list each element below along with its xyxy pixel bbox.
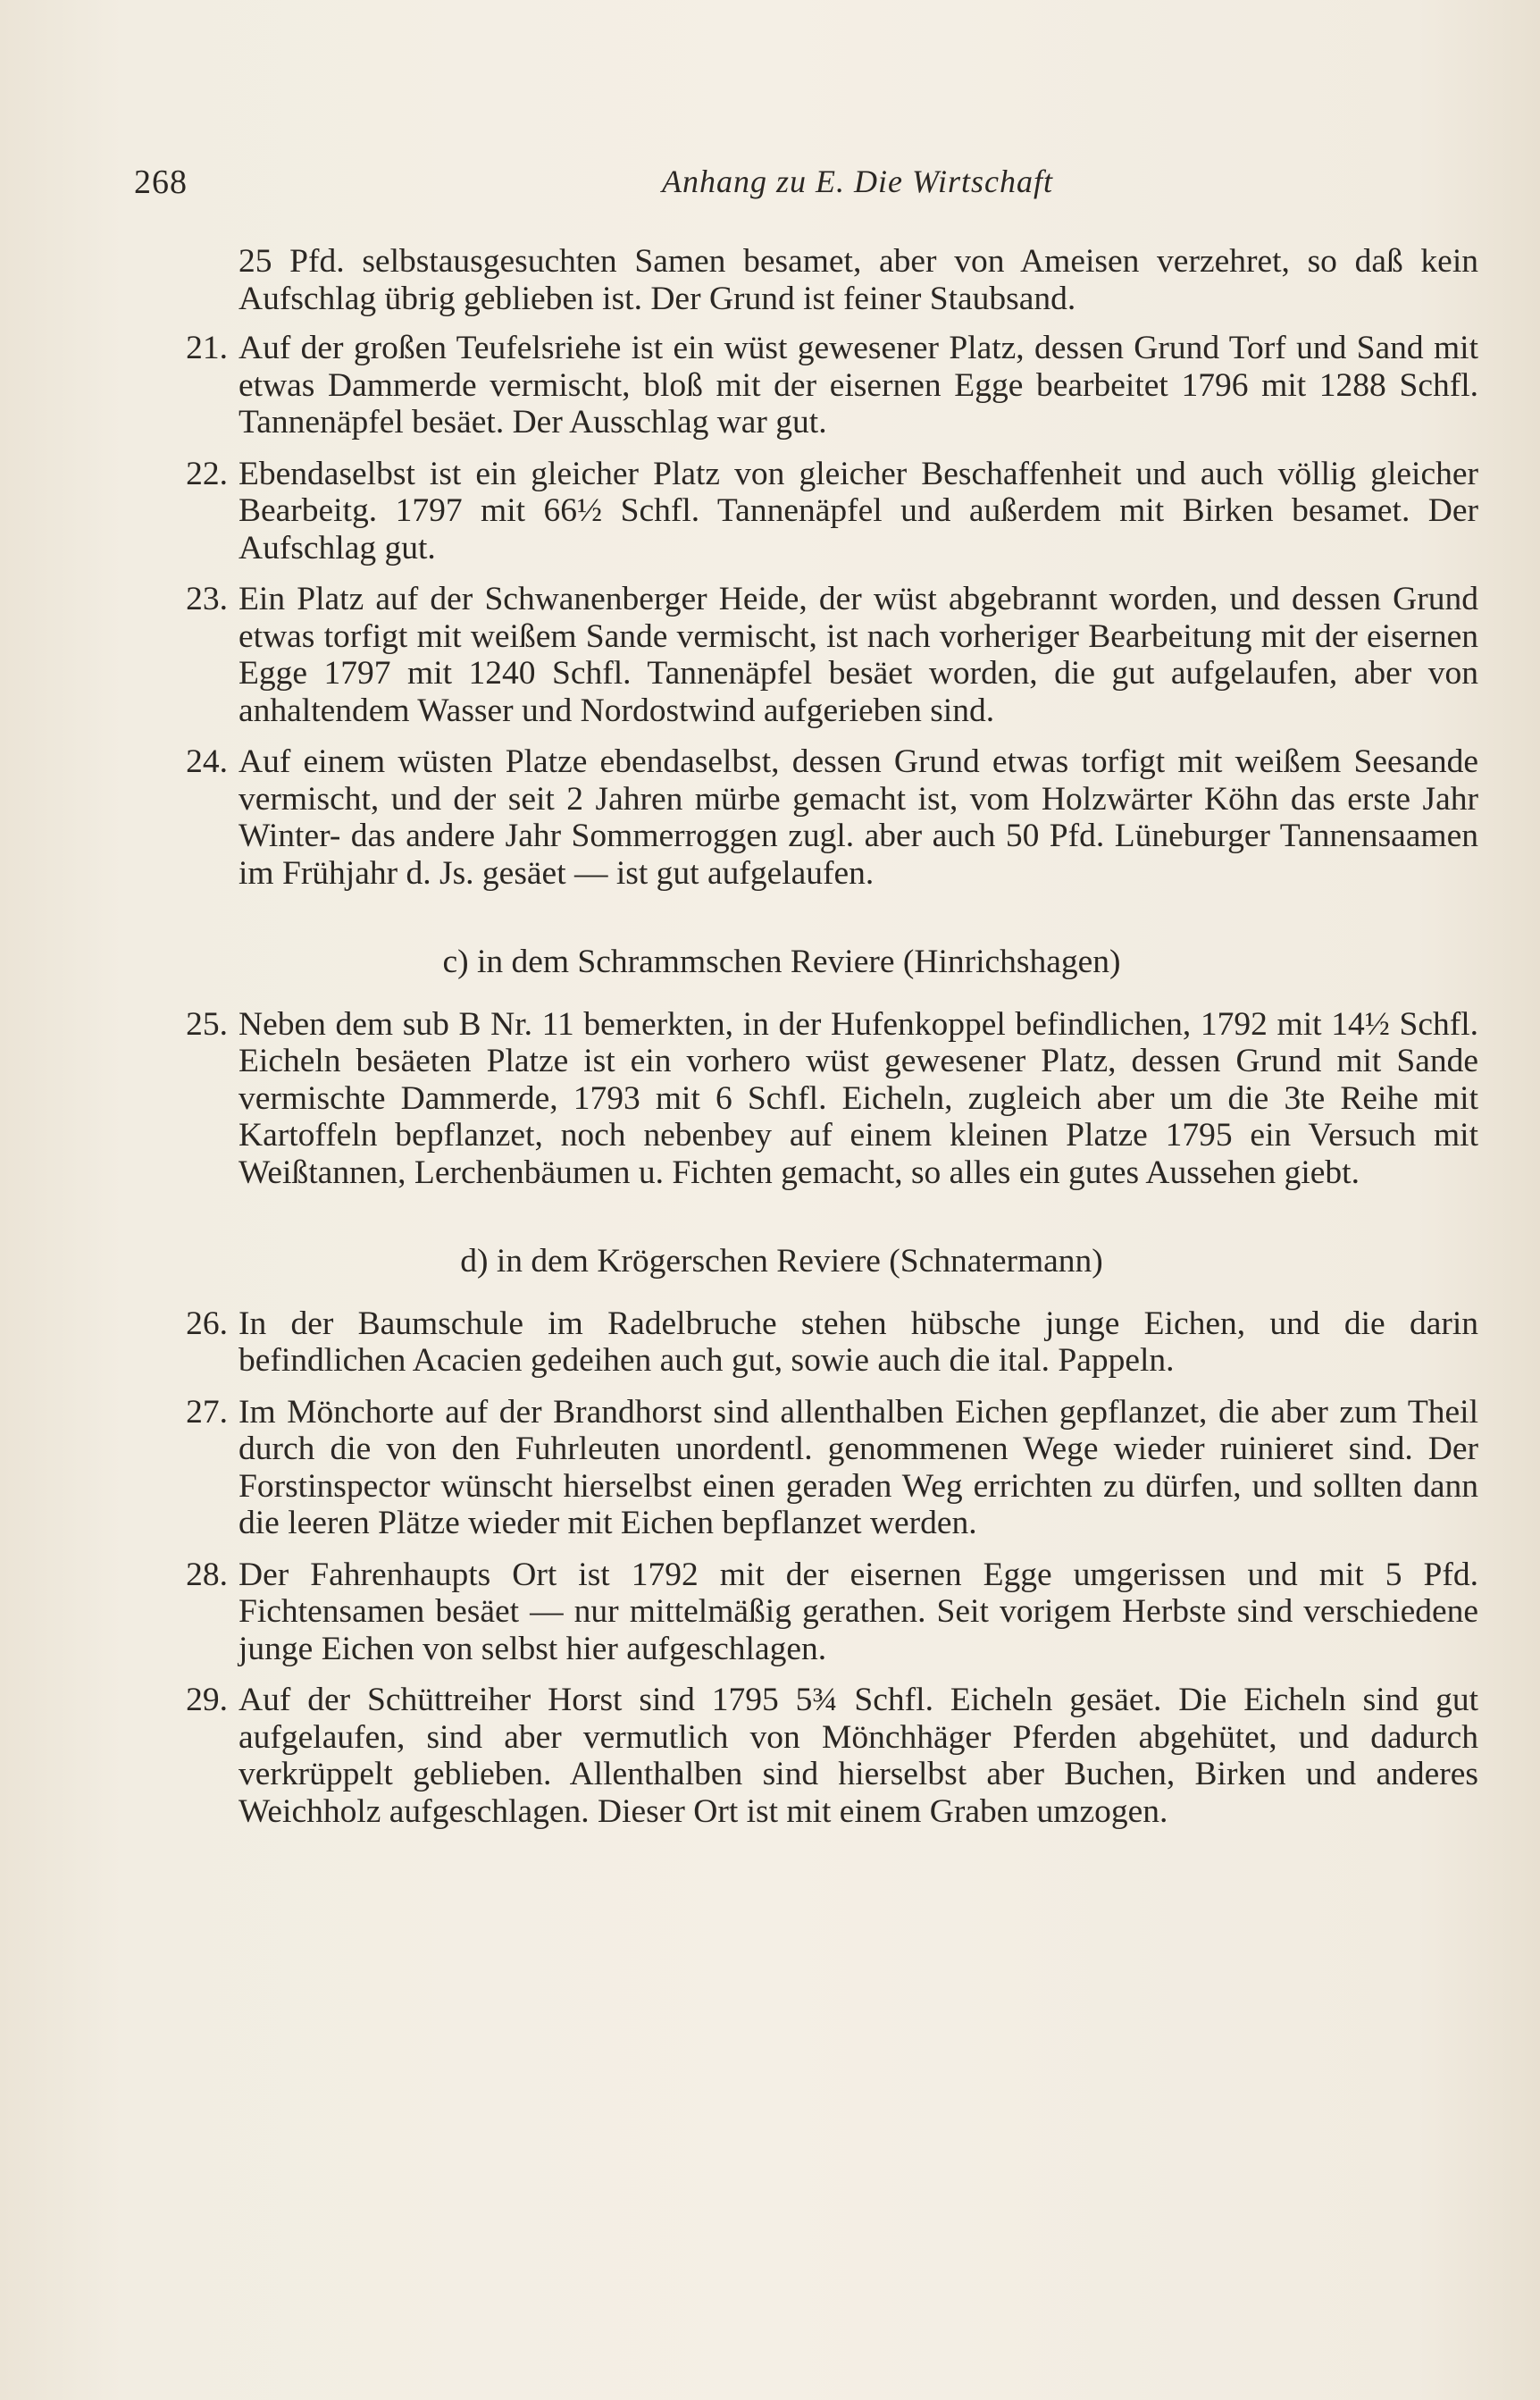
running-title: Anhang zu E. Die Wirtschaft bbox=[662, 164, 1053, 199]
entry-25 bbox=[156, 1006, 1478, 1192]
entry-26 bbox=[156, 1305, 1478, 1380]
entry-number: 21. bbox=[186, 330, 228, 366]
entry-21 bbox=[156, 330, 1478, 441]
entry-number: 26. bbox=[186, 1305, 228, 1342]
entries-list-c bbox=[156, 1006, 1478, 1192]
entry-text: Auf der Schüttreiher Horst sind 1795 5¾ Schfl. Eicheln gesäet. Die Eicheln sind gut aufgelaufen, sind aber vermutlich von Mönchhäger Pferden abgehütet, und dadurch verkrüppelt geblieben. Allenthalben sind hierselbst aber Buchen, Birken und anderes Weichholz aufgeschlagen. Dieser Ort ist mit einem Graben umzogen. bbox=[239, 1682, 1478, 1830]
entry-text: Auf einem wüsten Platze ebendaselbst, dessen Grund etwas torfigt mit weißem Seesande vermischt, und der seit 2 Jahren mürbe gemacht ist, vom Holzwärter Köhn das erste Jahr Winter- das andere Jahr Sommerroggen zugl. aber auch 50 Pfd. Lüneburger Tannensaamen im Frühjahr d. Js. gesäet — ist gut aufgelaufen. bbox=[239, 743, 1478, 892]
entry-24 bbox=[156, 743, 1478, 892]
entry-text: In der Baumschule im Radelbruche stehen hübsche junge Eichen, und die darin befindlichen Acacien gedeihen auch gut, sowie auch die ital. Pappeln. bbox=[239, 1305, 1478, 1379]
page-number: 268 bbox=[134, 164, 188, 201]
entry-number: 25. bbox=[186, 1005, 228, 1043]
entry-text: Ebendaselbst ist ein gleicher Platz von gleicher Beschaffenheit und auch völlig gleicher Bearbeitg. 1797 mit 66½ Schfl. Tannenäpfel und außerdem mit Birken besamet. Der Aufschlag gut. bbox=[239, 455, 1478, 566]
entry-27 bbox=[156, 1394, 1478, 1542]
entry-text: Im Mönchorte auf der Brandhorst sind allenthalben Eichen gepflanzet, die aber zum Theil durch die von den Fuhrleuten unordentl. genommenen Wege wieder ruinieret sind. Der Forstinspector wünscht hierselbst einen geraden Weg errichten zu dürfen, und sollten dann die leeren Plätze wieder mit Eichen bepflanzet werden. bbox=[239, 1393, 1478, 1541]
entry-text: Ein Platz auf der Schwanenberger Heide, der wüst abgebrannt worden, und dessen Grund etwas torfigt mit weißem Sande vermischt, ist nach vorheriger Bearbeitung mit der eisernen Egge 1797 mit 1240 Schfl. Tannenäpfel besäet worden, die gut aufgelaufen, aber von anhaltendem Wasser und Nordostwind aufgerieben sind. bbox=[239, 581, 1478, 729]
entry-22 bbox=[156, 456, 1478, 567]
section-heading-c: c) in dem Schrammschen Reviere (Hinrichshagen) bbox=[442, 944, 1121, 980]
continuation-paragraph: 25 Pfd. selbstausgesuchten Samen besamet, aber von Ameisen verzehret, so daß kein Aufschlag übrig geblieben ist. Der Grund ist feiner Staubsand. bbox=[239, 243, 1478, 317]
entry-28 bbox=[156, 1557, 1478, 1668]
entry-number: 29. bbox=[186, 1682, 228, 1718]
entry-text: Auf der großen Teufelsriehe ist ein wüst gewesener Platz, dessen Grund Torf und Sand mit etwas Dammerde vermischt, bloß mit der eisernen Egge bearbeitet 1796 mit 1288 Schfl. Tannenäpfel besäet. Der Ausschlag war gut. bbox=[239, 330, 1478, 441]
text-body bbox=[156, 243, 1478, 1844]
entries-list-d bbox=[156, 1305, 1478, 1831]
entry-number: 28. bbox=[186, 1556, 228, 1593]
page-header bbox=[134, 163, 1456, 213]
entry-text: Neben dem sub B Nr. 11 bemerkten, in der Hufenkoppel befindlichen, 1792 mit 14½ Schfl. Eicheln besäeten Platze ist ein vorhero wüst gewesener Platz, dessen Grund mit Sande vermischte Dammerde, 1793 mit 6 Schfl. Eicheln, zugleich aber um die 3te Reihe mit Kartoffeln bepflanzet, noch nebenbey auf einem kleinen Platze 1795 ein Versuch mit Weißtannen, Lerchenbäumen u. Fichten gemacht, so alles ein gutes Aussehen giebt. bbox=[239, 1005, 1478, 1191]
entry-29 bbox=[156, 1682, 1478, 1830]
entry-text: Der Fahrenhaupts Ort ist 1792 mit der eisernen Egge umgerissen und mit 5 Pfd. Fichtensamen besäet — nur mittelmäßig gerathen. Seit vorigem Herbste sind verschiedene junge Eichen von selbst hier aufgeschlagen. bbox=[239, 1556, 1478, 1667]
entry-number: 23. bbox=[186, 581, 228, 617]
entries-list-a bbox=[156, 330, 1478, 892]
entry-23 bbox=[156, 581, 1478, 729]
entry-number: 24. bbox=[186, 743, 228, 780]
section-heading-d: d) in dem Krögerschen Reviere (Schnatermann) bbox=[460, 1243, 1103, 1280]
entry-number: 27. bbox=[186, 1393, 228, 1431]
entry-number: 22. bbox=[186, 455, 228, 492]
